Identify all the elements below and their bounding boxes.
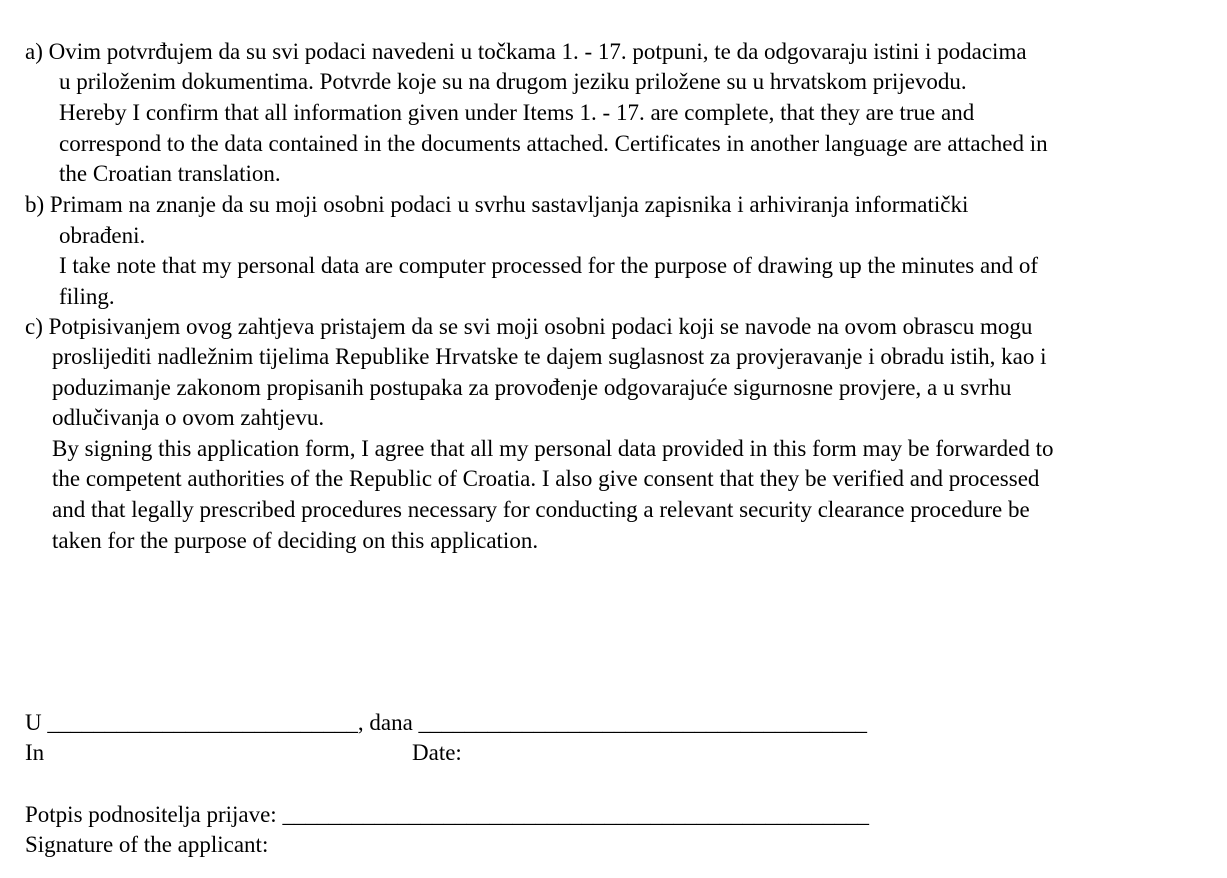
declaration-a-line-2: u priloženim dokumentima. Potvrde koje su na drugom jeziku priložene su u hrvatskom prijevodu.: [59, 69, 967, 94]
declaration-c-line-5: By signing this application form, I agree that all my personal data provided in this form may be forwarded to: [52, 436, 1054, 461]
declaration-b-line-2: obrađeni.: [59, 223, 146, 248]
declaration-c-line-7: and that legally prescribed procedures necessary for conducting a relevant security clearance procedure be: [52, 497, 1030, 522]
declaration-c-line-8: taken for the purpose of deciding on this application.: [52, 528, 539, 553]
declaration-a-line-5: the Croatian translation.: [59, 161, 281, 186]
declaration-b-line-4: filing.: [59, 284, 115, 309]
place-label-en: In: [25, 740, 45, 765]
declaration-a-line-1: a) Ovim potvrđujem da su svi podaci navedeni u točkama 1. - 17. potpuni, te da odgovaraju istini i podacima: [25, 39, 1027, 64]
declaration-c-line-6: the competent authorities of the Republic of Croatia. I also give consent that they be verified and processed: [52, 466, 1040, 491]
declaration-a-line-4: correspond to the data contained in the documents attached. Certificates in another language are attached in: [59, 131, 1048, 156]
declaration-a-line-3: Hereby I confirm that all information given under Items 1. - 17. are complete, that they are true and: [59, 100, 975, 125]
signature-label-en: Signature of the applicant:: [25, 832, 269, 857]
signature-field[interactable]: Potpis podnositelja prijave: ___________________________________________________: [25, 802, 869, 827]
declaration-b-line-3: I take note that my personal data are computer processed for the purpose of drawing up the minutes and of: [59, 253, 1039, 278]
declaration-c-line-4: odlučivanja o ovom zahtjevu.: [52, 405, 325, 430]
declaration-c-line-1: c) Potpisivanjem ovog zahtjeva pristajem da se svi moji osobni podaci koji se navode na ovom obrascu mogu: [25, 314, 1033, 339]
place-date-field[interactable]: U ___________________________, dana _______________________________________: [25, 710, 868, 735]
date-label-en: Date:: [412, 740, 462, 765]
declaration-b-line-1: b) Primam na znanje da su moji osobni podaci u svrhu sastavljanja zapisnika i arhiviranja informatički: [25, 192, 969, 217]
declaration-c-line-3: poduzimanje zakonom propisanih postupaka za provođenje odgovarajuće sigurnosne provjere, a u svrhu: [52, 375, 1012, 400]
declaration-c-line-2: proslijediti nadležnim tijelima Republike Hrvatske te dajem suglasnost za provjeravanje i obradu istih, kao i: [52, 344, 1047, 369]
